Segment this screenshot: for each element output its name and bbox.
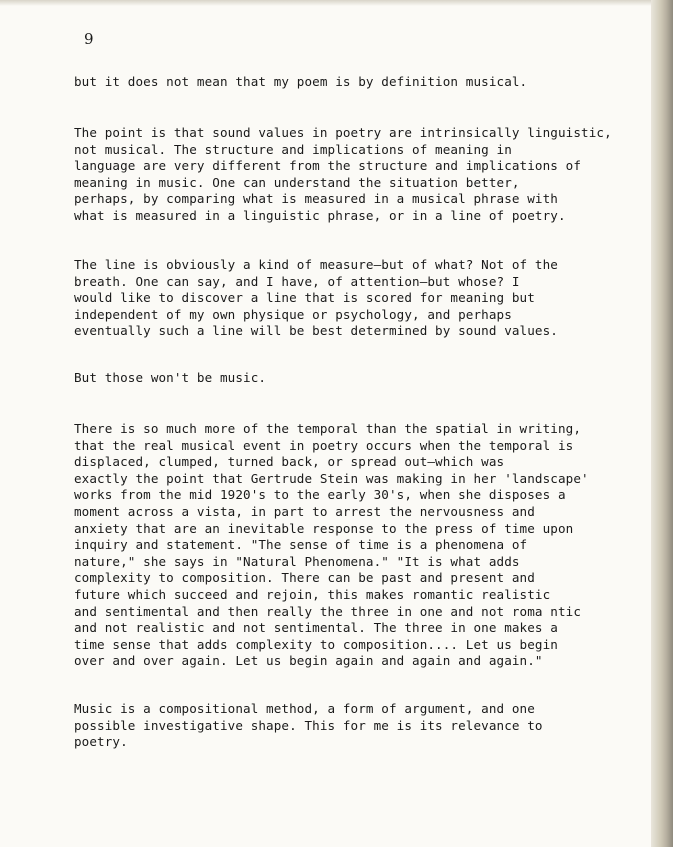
paragraph-3: The line is obviously a kind of measure—but of what? Not of the breath. One can say, and I have, of attention—but whose? I would like to discover a line that is scored for meaning but independent of my own physique or psychology, and perhaps eventually such a line will be best determined by sound values. (74, 257, 558, 339)
book-binding-shadow (651, 0, 673, 847)
paragraph-2: The point is that sound values in poetry are intrinsically linguistic, not musical. The structure and implications of meaning in language are very different from the structure and implications of meaning in music. One can understand the situation better, perhaps, by comparing what is measured in a musical phrase with what is measured in a linguistic phrase, or in a line of poetry. (74, 125, 612, 223)
paragraph-1: but it does not mean that my poem is by definition musical. (74, 74, 528, 89)
page-number: 9 (84, 30, 94, 48)
paragraph-4: But those won't be music. (74, 370, 267, 385)
paragraph-6: Music is a compositional method, a form of argument, and one possible investigative shape. This for me is its relevance to poetry. (74, 701, 543, 750)
page-top-edge (0, 0, 651, 6)
paragraph-5: There is so much more of the temporal than the spatial in writing, that the real musical event in poetry occurs when the temporal is displaced, clumped, turned back, or spread out—which was exactly the point that Gertrude Stein was making in her 'landscape' works from the mid 1920's to the early 30's, when she disposes a moment across a vista, in part to arrest the nervousness and anxiety that are an inevitable response to the press of time upon inquiry and statement. "The sense of time is a phenomena of nature," she says in "Natural Phenomena." "It is what adds complexity to composition. There can be past and present and future which succeed and rejoin, this makes romantic realistic and sentimental and then really the three in one and not roma ntic and not realistic and not sentimental. The three in one makes a time sense that adds complexity to composition.... Let us begin over and over again. Let us begin again and again and again." (74, 421, 589, 669)
